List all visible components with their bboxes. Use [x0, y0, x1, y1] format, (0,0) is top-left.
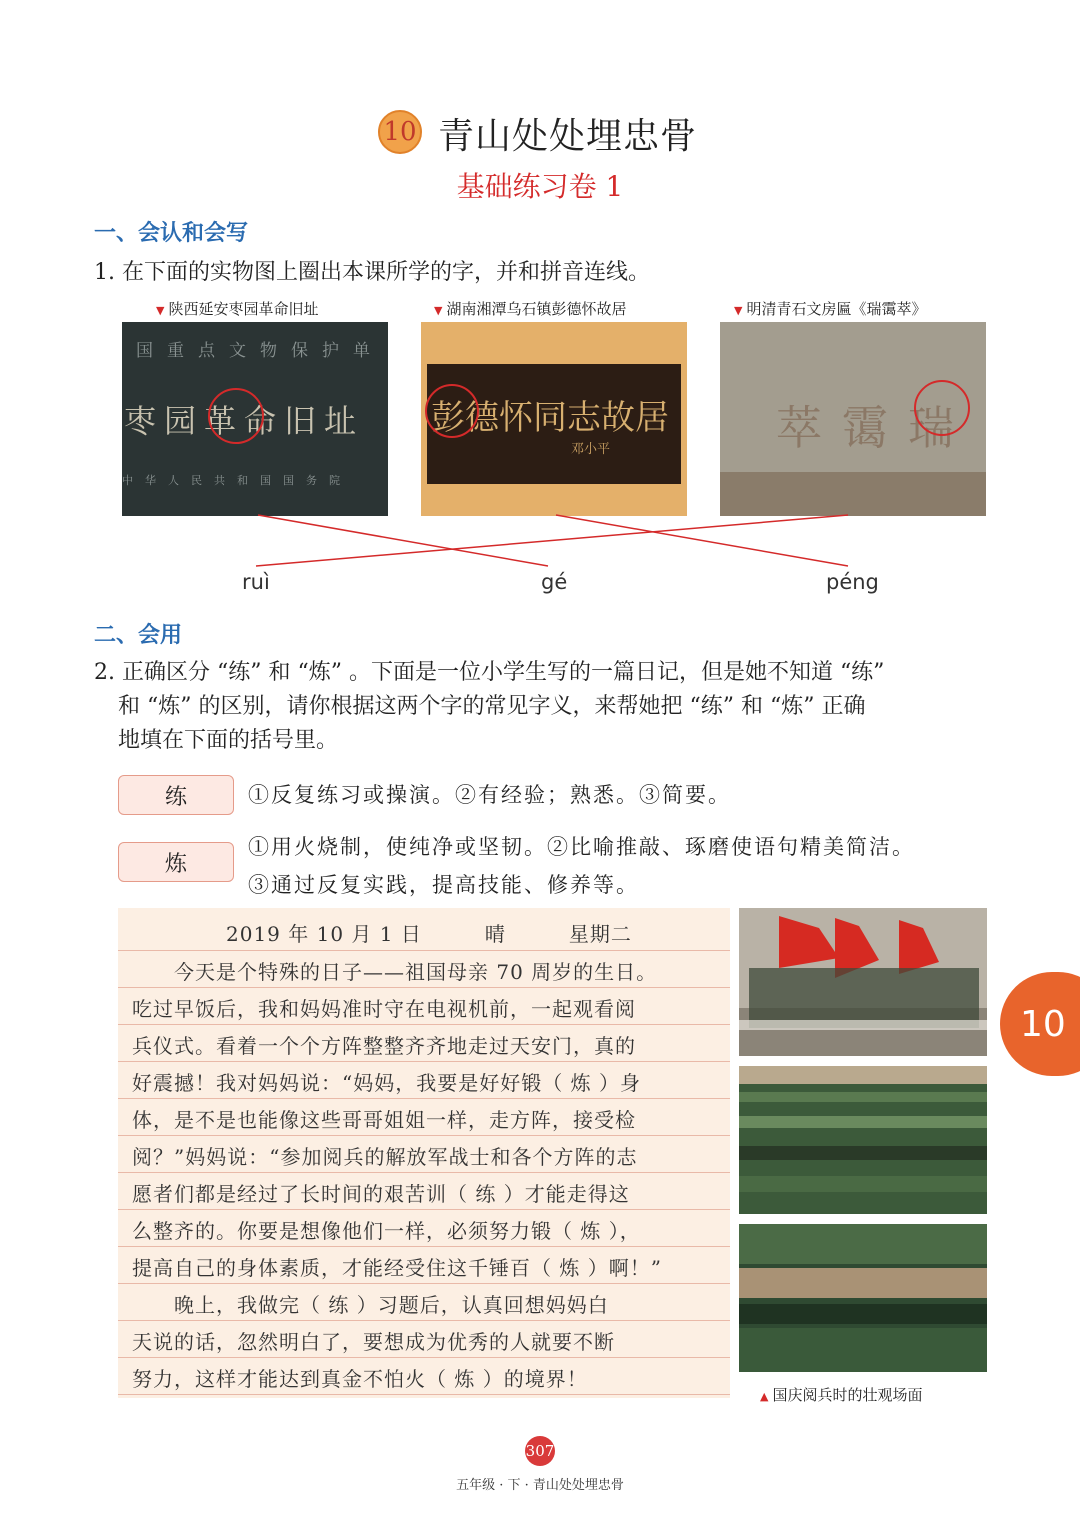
photo2-caption: ▼ 湖南湘潭乌石镇彭德怀故居 [434, 298, 626, 319]
diary-date-line: 2019 年 10 月 1 日 晴 星期二 [226, 922, 632, 946]
photo3-caption: ▼ 明清青石文房匾《瑞霭萃》 [734, 298, 926, 319]
diary-line: 阅？”妈妈说：“参加阅兵的解放军战士和各个方阵的志 [132, 1145, 638, 1169]
lesson-number-badge: 10 [378, 110, 422, 154]
definition-lian-fire-line1: ①用火烧制，使纯净或坚韧。②比喻推敲、琢磨使语句精美简洁。 [248, 835, 915, 859]
diary-line: 晚上，我做完（ 练 ）习题后，认真回想妈妈白 [132, 1293, 609, 1317]
diary-line: 吃过早饭后，我和妈妈准时守在电视机前，一起观看阅 [132, 997, 636, 1021]
sign-main-text: 彭德怀同志故居 [431, 398, 669, 438]
diary-line: 么整齐的。你要是想像他们一样，必须努力锻（ 炼 ）， [132, 1219, 641, 1243]
parade-photo-flags [739, 908, 987, 1056]
section1-title: 一、会认和会写 [94, 221, 249, 246]
parade-flags-image [739, 908, 987, 1056]
pinyin-rui: ruì [242, 570, 270, 594]
page-number: 307 [525, 1436, 555, 1466]
parade-soldiers-image [739, 1224, 987, 1372]
definition-char-lian-fire: 炼 [118, 842, 234, 882]
line-peng [556, 515, 848, 566]
parade-photo-soldiers [739, 1224, 987, 1372]
diary-line: 愿者们都是经过了长时间的艰苦训（ 练 ）才能走得这 [132, 1182, 630, 1206]
diary-line: 提高自己的身体素质，才能经受住这千锤百（ 炼 ）啊！” [132, 1256, 662, 1280]
diary-line: 努力，这样才能达到真金不怕火（ 炼 ）的境界！ [132, 1367, 588, 1391]
line-ge [258, 515, 548, 566]
sign-signature: 邓小平 [571, 442, 611, 457]
lesson-title: 青山处处埋忠骨 [438, 116, 698, 157]
parade-photo-troops [739, 1066, 987, 1214]
pinyin-connect-lines [0, 0, 1080, 600]
pinyin-ge: gé [541, 570, 568, 594]
diary-line: 兵仪式。看着一个个方阵整整齐齐地走过天安门，真的 [132, 1034, 636, 1058]
diary-line: 体，是不是也能像这些哥哥姐姐一样，走方阵，接受检 [132, 1108, 636, 1132]
diary-line: 今天是个特殊的日子——祖国母亲 70 周岁的生日。 [132, 960, 658, 984]
definition-lian-fire-line2: ③通过反复实践，提高技能、修养等。 [248, 873, 639, 897]
section2-title: 二、会用 [94, 623, 183, 648]
question2-line2: 和 “炼” 的区别，请你根据这两个字的常见字义，来帮她把 “练” 和 “炼” 正确 [118, 694, 866, 719]
definition-char-lian: 练 [118, 775, 234, 815]
tablet-text: 萃霭瑞 [776, 401, 974, 455]
diary-line: 好震撼！我对妈妈说：“妈妈，我要是好好锻（ 炼 ）身 [132, 1071, 641, 1095]
question2-line1: 2. 正确区分 “练” 和 “炼” 。下面是一位小学生写的一篇日记，但是她不知道 “练” [94, 660, 885, 685]
parade-troops-image [739, 1066, 987, 1214]
line-rui [256, 515, 848, 566]
pinyin-peng: péng [826, 570, 879, 594]
question1-text: 1. 在下面的实物图上圈出本课所学的字，并和拼音连线。 [94, 260, 650, 285]
worksheet-subtitle: 基础练习卷 1 [456, 170, 624, 203]
plaque-top-text: 国重点文物保护单 [136, 341, 384, 361]
chapter-side-tab: 10 [1000, 972, 1080, 1076]
diary-sheet [118, 908, 730, 1398]
plaque-bottom-text: 中华人民共和国国务院 [122, 474, 352, 487]
diary-line: 天说的话，忽然明白了，要想成为优秀的人就要不断 [132, 1330, 615, 1354]
footer-text: 五年级 · 下 · 青山处处埋忠骨 [456, 1478, 624, 1493]
question2-line3: 地填在下面的括号里。 [118, 728, 339, 753]
definition-lian-text: ①反复练习或操演。②有经验；熟悉。③简要。 [248, 783, 731, 807]
plaque-main-text: 枣园革命旧址 [124, 402, 365, 440]
parade-photo-caption: ▲ 国庆阅兵时的壮观场面 [760, 1384, 922, 1405]
photo1-caption: ▼ 陕西延安枣园革命旧址 [156, 298, 318, 319]
